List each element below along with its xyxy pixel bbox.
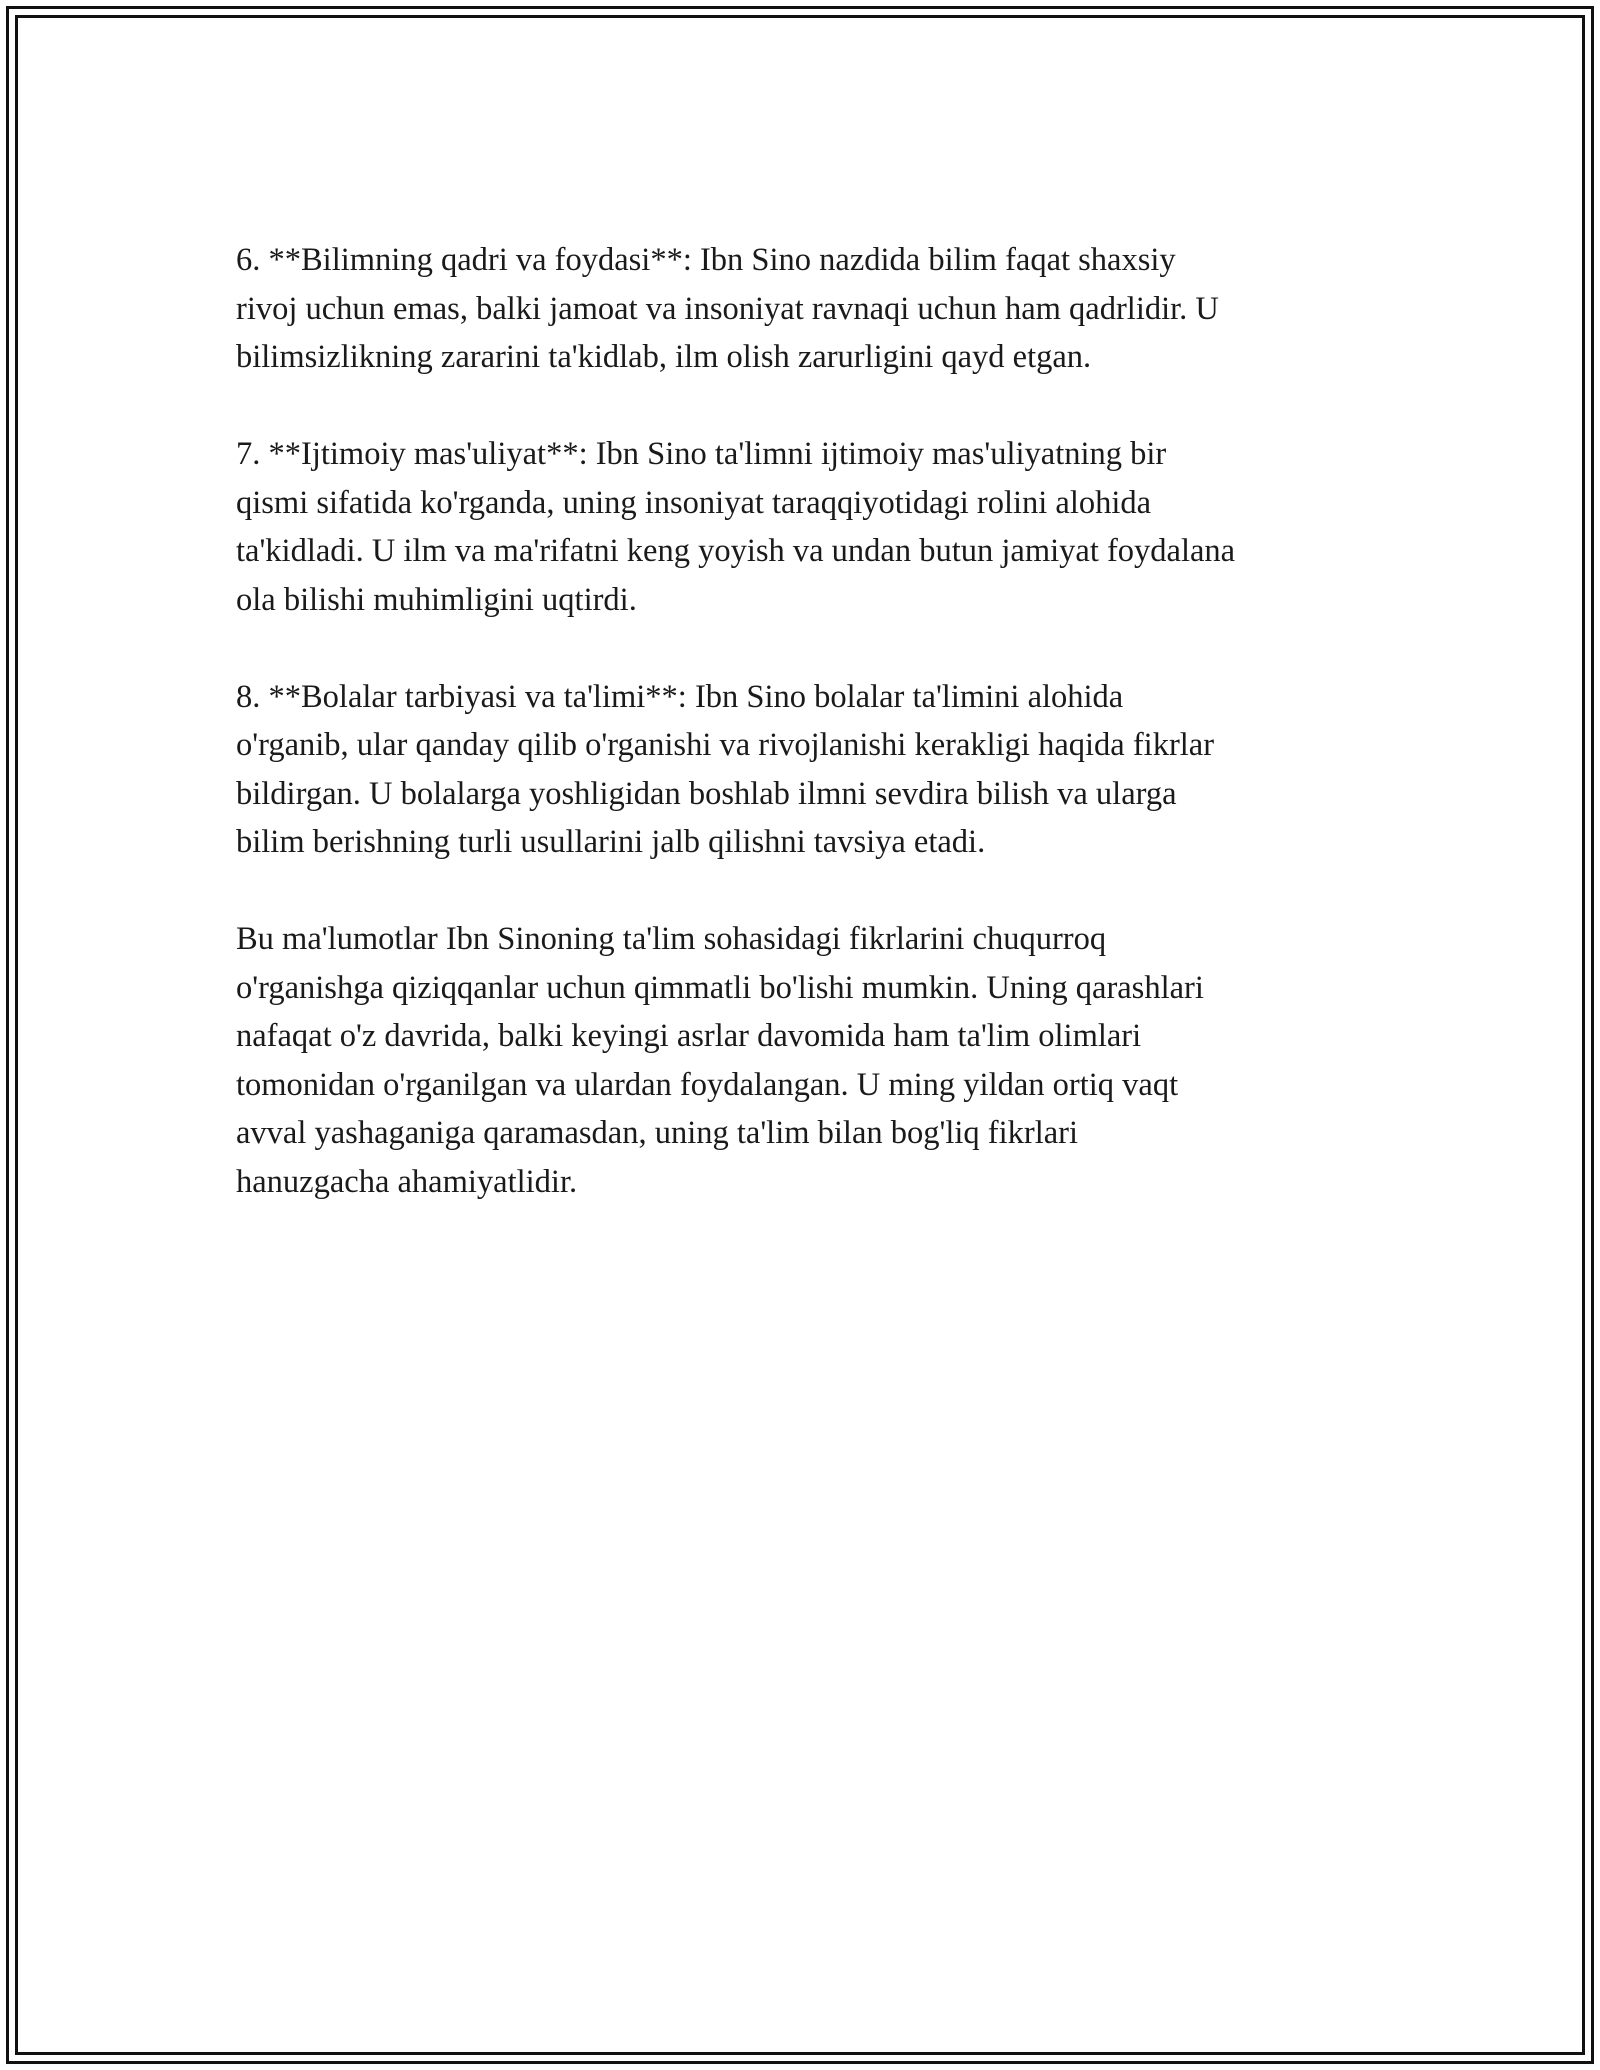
- text-line: hanuzgacha ahamiyatlidir.: [236, 1163, 578, 1200]
- text-line: rivoj uchun emas, balki jamoat va insoniyat ravnaqi uchun ham qadrlidir. U: [236, 290, 1219, 327]
- text-line: o'rganib, ular qanday qilib o'rganishi va rivojlanishi kerakligi haqida fikrlar: [236, 727, 1215, 763]
- text-line: ola bilishi muhimligini uqtirdi.: [236, 581, 637, 618]
- text-line: 8. **Bolalar tarbiyasi va ta'limi**: Ibn Sino bolalar ta'limini alohida: [236, 678, 1124, 715]
- text-line: ta'kidladi. U ilm va ma'rifatni keng yoyish va undan butun jamiyat foydalana: [236, 533, 1236, 569]
- text-line: Bu ma'lumotlar Ibn Sinoning ta'lim sohasidagi fikrlarini chuqurroq: [236, 921, 1107, 957]
- text-line: avval yashaganiga qaramasdan, uning ta'lim bilan bog'liq fikrlari: [236, 1115, 1079, 1151]
- paragraph-bilimning-qadri: [236, 236, 1396, 382]
- text-line: bilim berishning turli usullarini jalb qilishni tavsiya etadi.: [236, 824, 986, 860]
- text-line: 6. **Bilimning qadri va foydasi**: Ibn Sino nazdida bilim faqat shaxsiy: [236, 242, 1176, 278]
- text-line: o'rganishga qiziqqanlar uchun qimmatli bo'lishi mumkin. Uning qarashlari: [236, 969, 1204, 1006]
- paragraph-conclusion: [236, 915, 1396, 1206]
- text-line: 7. **Ijtimoiy mas'uliyat**: Ibn Sino ta'limni ijtimoiy mas'uliyatning bir: [236, 436, 1167, 472]
- text-line: qismi sifatida ko'rganda, uning insoniyat taraqqiyotidagi rolini alohida: [236, 484, 1152, 521]
- paragraph-bolalar-tarbiyasi: [236, 673, 1396, 867]
- text-line: bilimsizlikning zararini ta'kidlab, ilm olish zarurligini qayd etgan.: [236, 339, 1092, 375]
- text-line: nafaqat o'z davrida, balki keyingi asrlar davomida ham ta'lim olimlari: [236, 1018, 1142, 1054]
- text-line: tomonidan o'rganilgan va ulardan foydalangan. U ming yildan ortiq vaqt: [236, 1066, 1179, 1103]
- text-line: bildirgan. U bolalarga yoshligidan boshlab ilmni sevdira bilish va ularga: [236, 775, 1177, 812]
- document-body: [236, 236, 1396, 1255]
- paragraph-ijtimoiy-masuliyat: [236, 430, 1396, 624]
